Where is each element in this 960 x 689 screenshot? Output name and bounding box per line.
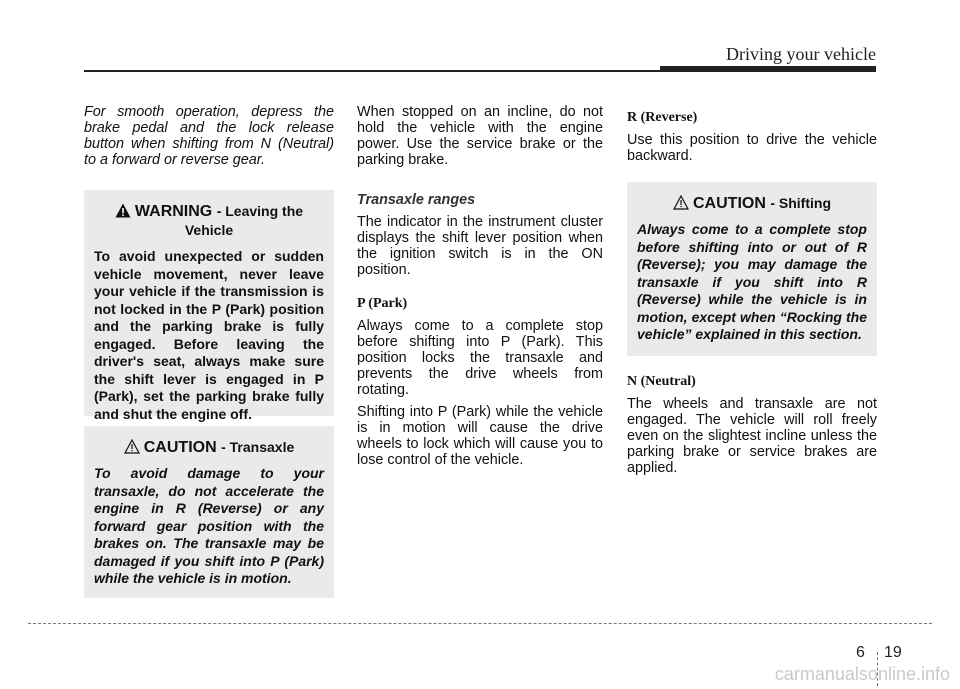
reverse-heading: R (Reverse) [627,110,698,125]
caution-label: CAUTION [143,439,217,456]
warning-body: To avoid unexpected or sudden vehicle movement, never leave your vehicle if the transmission is not locked in the P (Park) position and the parking brake is fully engaged. Before leaving the driver's seat, always make sure the shift lever is engaged in P (Park), set the parking brake fully and shut the engine off. [94,248,324,422]
neutral-heading: N (Neutral) [627,374,696,389]
page-number: 19 [884,644,902,661]
caution-triangle-icon [673,195,689,210]
warning-triangle-icon [115,203,131,218]
footer-rule [28,623,932,624]
column-left [84,104,334,168]
warning-title [94,202,324,240]
caution-transaxle-body: To avoid damage to your transaxle, do not accelerate the engine in R (Reverse) or any forward gear position with the brakes on. The transaxle may be damaged if you shift into P (Park) while the vehicle is in motion. [94,465,324,586]
caution-label: CAUTION [693,195,766,212]
incline-text: When stopped on an incline, do not hold the vehicle with the engine power. Use the service brake or the parking brake. [357,104,603,168]
park-text-1: Always come to a complete stop before shifting into P (Park). This position locks the transaxle and prevents the drive wheels from rotating. [357,318,603,398]
caution-shifting-box [627,182,877,356]
header-rule-accent [660,66,876,72]
transaxle-ranges-text: The indicator in the instrument cluster displays the shift lever position when the ignition switch is in the ON position. [357,214,603,278]
caution-subtitle: - Shifting [770,195,831,211]
header-title: Driving your vehicle [726,44,876,64]
column-right [627,110,877,170]
warning-subtitle: - Leaving the Vehicle [184,203,304,238]
caution-transaxle-box [84,426,334,598]
chapter-number: 6 [856,644,865,661]
transaxle-ranges-heading: Transaxle ranges [357,192,476,208]
park-heading: P (Park) [357,296,408,311]
caution-shifting-body: Always come to a complete stop before shifting into or out of R (Reverse); you may damage the transaxle if you shift into R (Reverse) while the vehicle is in motion, except when “Rocking the vehicle” explained in this section. [637,221,867,342]
reverse-text: Use this position to drive the vehicle backward. [627,132,877,164]
watermark: carmanualsonline.info [774,664,950,684]
intro-text: For smooth operation, depress the brake pedal and the lock release button when shifting from N (Neutral) to a forward or reverse gear. [84,104,334,168]
warning-box [84,190,334,422]
neutral-text: The wheels and transaxle are not engaged. The vehicle will roll freely even on the slightest incline unless the parking brake or service brakes are applied. [627,396,877,476]
column-middle [357,104,603,474]
warning-label: WARNING [134,203,213,220]
caution-shifting-title [637,194,867,213]
caution-transaxle-title [94,438,324,457]
column-right-lower [627,374,877,482]
caution-triangle-icon [124,439,140,454]
caution-subtitle: - Transaxle [221,439,295,455]
park-text-2: Shifting into P (Park) while the vehicle is in motion will cause the drive wheels to lock which will cause you to lose control of the vehicle. [357,404,603,468]
